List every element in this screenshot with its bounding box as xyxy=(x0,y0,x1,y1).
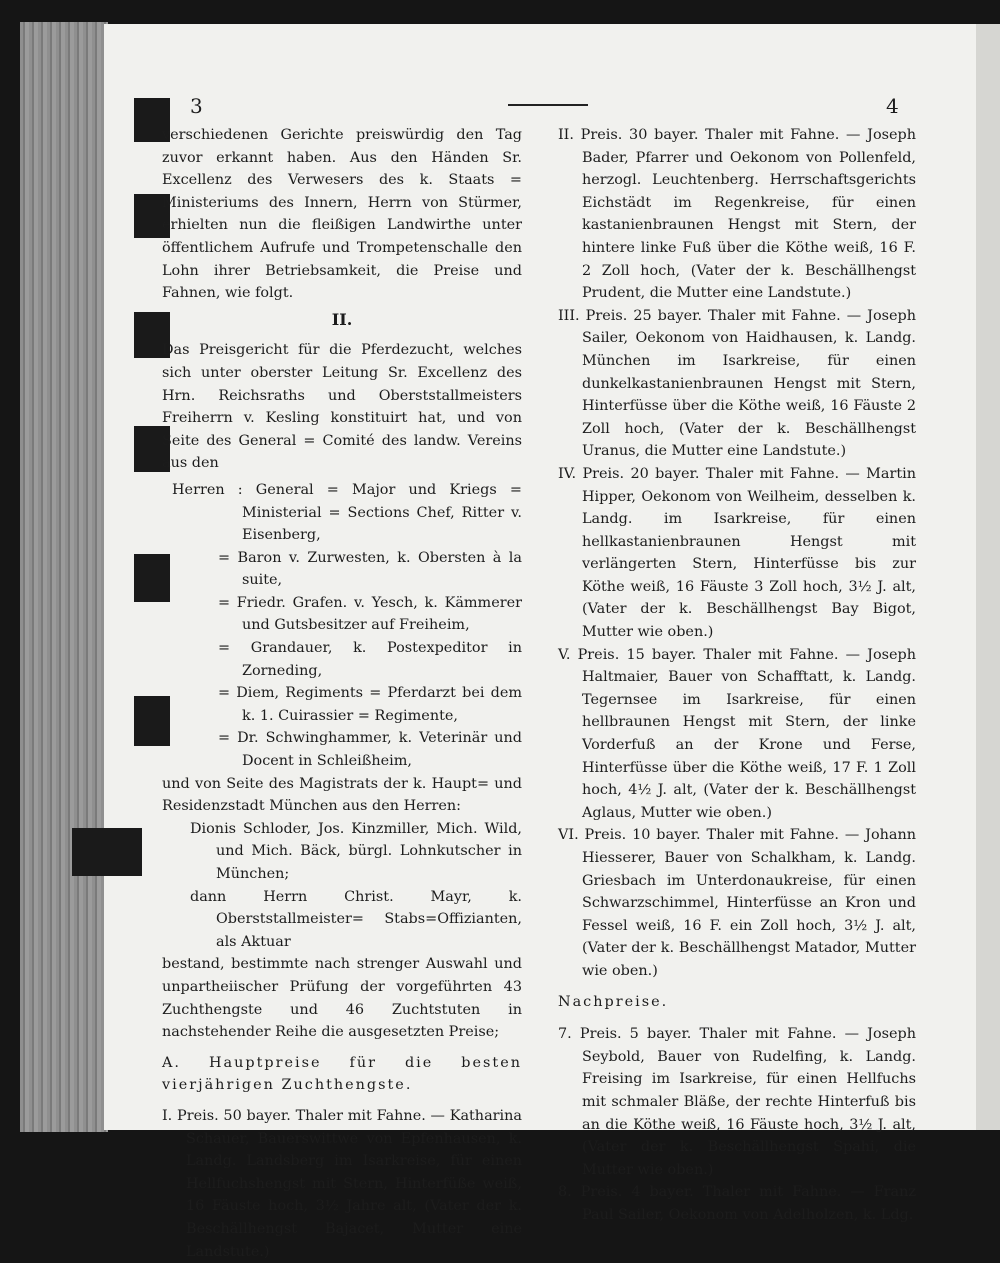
book-binding xyxy=(20,22,108,1132)
right-column xyxy=(558,124,916,1227)
header-rule xyxy=(508,104,588,106)
left-column xyxy=(162,124,522,1263)
member-item: = Diem, Regiments = Pferdarzt bei dem k. 1. Cuirassier = Regimente, xyxy=(218,685,522,724)
prize-entry-6: VI. Preis. 10 bayer. Thaler mit Fahne. — Johann Hiesserer, Bauer von Schalkham, k. Landg. Griesbach im Unterdonaukreise, für einen Schwarzschimmel, Hinterfüsse an Kron und Fessel weiß, 16 F. ein Zoll hoch, 3½ J. alt, (Vater der k. Beschällhengst Matador, Mutter wie oben.) xyxy=(558,827,916,979)
magistrat-members: Dionis Schloder, Jos. Kinzmiller, Mich. Wild, und Mich. Bäck, bürgl. Lohnkutscher in München; xyxy=(190,820,522,882)
member-item: = Friedr. Grafen. v. Yesch, k. Kämmerer und Gutsbesitzer auf Freiheim, xyxy=(218,594,522,634)
jury-paragraph: Das Preisgericht für die Pferdezucht, welches sich unter oberster Leitung Sr. Excellenz des Hrn. Reichsraths und Oberststallmeisters Freiherrn v. Kesling konstituirt hat, und von Seite des General = Comité des landw. Vereins aus den xyxy=(162,342,522,472)
magistrat-paragraph: und von Seite des Magistrats der k. Haupt= und Residenzstadt München aus den Herren: xyxy=(162,775,522,815)
page-tab xyxy=(72,828,142,876)
member-list-herren: Herren : General = Major und Kriegs = Ministerial = Sections Chef, Ritter v. Eisenberg, xyxy=(172,481,522,544)
member-item: = Dr. Schwinghammer, k. Veterinär und Docent in Schleißheim, xyxy=(218,730,522,770)
prize-entry-4: IV. Preis. 20 bayer. Thaler mit Fahne. — Martin Hipper, Oekonom von Weilheim, desselben k. Landg. im Isarkreise, für einen hellkastanienbraunen Hengst mit verlängerten Stern, Hinterfüsse bis zur Köthe weiß, 16 Fäuste 3 Zoll hoch, 3½ J. alt, (Vater der k. Beschällhengst Bay Bigot, Mutter wie oben.) xyxy=(558,465,916,641)
member-item: = Grandauer, k. Postexpeditor in Zorneding, xyxy=(218,640,522,679)
prize-entry-2: II. Preis. 30 bayer. Thaler mit Fahne. — Joseph Bader, Pfarrer und Oekonom von Pollenfeld, herzogl. Leuchtenberg. Herrschaftsgerichts Eichstädt im Regenkreise, für einen kastanienbraunen Hengst mit Stern, der hintere linke Fuß über die Köthe weiß, 16 F. 2 Zoll hoch, (Vater der k. Beschällhengst Prudent, die Mutter eine Landstute.) xyxy=(558,127,916,302)
prize-entry-1: I. Preis. 50 bayer. Thaler mit Fahne. — Katharina Schauer, Bauerswittwe von Epfenhausen, k. Landg. Landsberg im Isarkreise, für einen Hellfuchshengst mit Stern, Hinterfüße weiß, 16 Fäuste hoch, 3½ Jahre alt, (Vater der k. Beschällhengst Bajacet, Mutter eine Landstute.) xyxy=(162,1107,522,1260)
section-heading: II. xyxy=(331,309,353,329)
prize-entry-7: 7. Preis. 5 bayer. Thaler mit Fahne. — Joseph Seybold, Bauer von Rudelfing, k. Landg. Freising im Isarkreise, für einen Hellfuchs mit schmaler Bläße, der rechte Hinterfuß bis an die Köthe weiß, 16 Fäuste hoch, 3½ J. alt, (Vater der k. Beschällhengst Spahi, die Mutter wie oben.) xyxy=(558,1026,916,1178)
prize-entry-5: V. Preis. 15 bayer. Thaler mit Fahne. — Joseph Haltmaier, Bauer von Schafftatt, k. Landg. Tegernsee im Isarkreise, für einen hellbraunen Hengst mit Stern, der linke Vorderfuß an der Krone und Ferse, Hinterfüsse über die Köthe weiß, 17 F. 1 Zoll hoch, 4½ J. alt, (Vater der k. Beschällhengst Aglaus, Mutter wie oben.) xyxy=(558,646,916,821)
intro-paragraph: verschiedenen Gerichte preiswürdig den Tag zuvor erkannt haben. Aus den Händen Sr. Excellenz des Verwesers des k. Staats = Ministeriums des Innern, Herrn von Stürmer, erhielten nun die fleißigen Landwirthe unter öffentlichem Aufrufe und Trompetenschalle den Lohn ihrer Betriebsamkeit, die Preise und Fahnen, wie folgt. xyxy=(162,127,522,302)
prize-entry-8: 8. Preis. 4 bayer. Thaler mit Fahne. — Franz Paul Sailer, Oekonom von Adelholzen, k. Ldg. xyxy=(558,1184,916,1223)
hauptpreise-heading: A. Hauptpreise für die besten vierjährigen Zuchthengste. xyxy=(162,1054,522,1094)
member-item: = Baron v. Zurwesten, k. Obersten à la suite, xyxy=(218,549,522,589)
nachpreise-heading: Nachpreise. xyxy=(558,993,669,1010)
decision-paragraph: bestand, bestimmte nach strenger Auswahl und unpartheiischer Prüfung der vorgeführten 43 Zuchthengste und 46 Zuchtstuten in nachstehender Reihe die ausgesetzten Preise; xyxy=(162,956,522,1041)
next-page-edge xyxy=(976,24,1000,1130)
aktuar-line: dann Herrn Christ. Mayr, k. Oberststallmeister= Stabs=Offizianten, als Aktuar xyxy=(190,888,522,950)
page-number-right: 4 xyxy=(886,94,899,118)
prize-entry-3: III. Preis. 25 bayer. Thaler mit Fahne. — Joseph Sailer, Oekonom von Haidhausen, k. Landg. München im Isarkreise, für einen dunkelkastanienbraunen Hengst mit Stern, Hinterfüsse über die Köthe weiß, 16 Fäuste 2 Zoll hoch, (Vater der k. Beschällhengst Uranus, die Mutter eine Landstute.) xyxy=(558,307,916,460)
page-number-left: 3 xyxy=(190,94,203,118)
